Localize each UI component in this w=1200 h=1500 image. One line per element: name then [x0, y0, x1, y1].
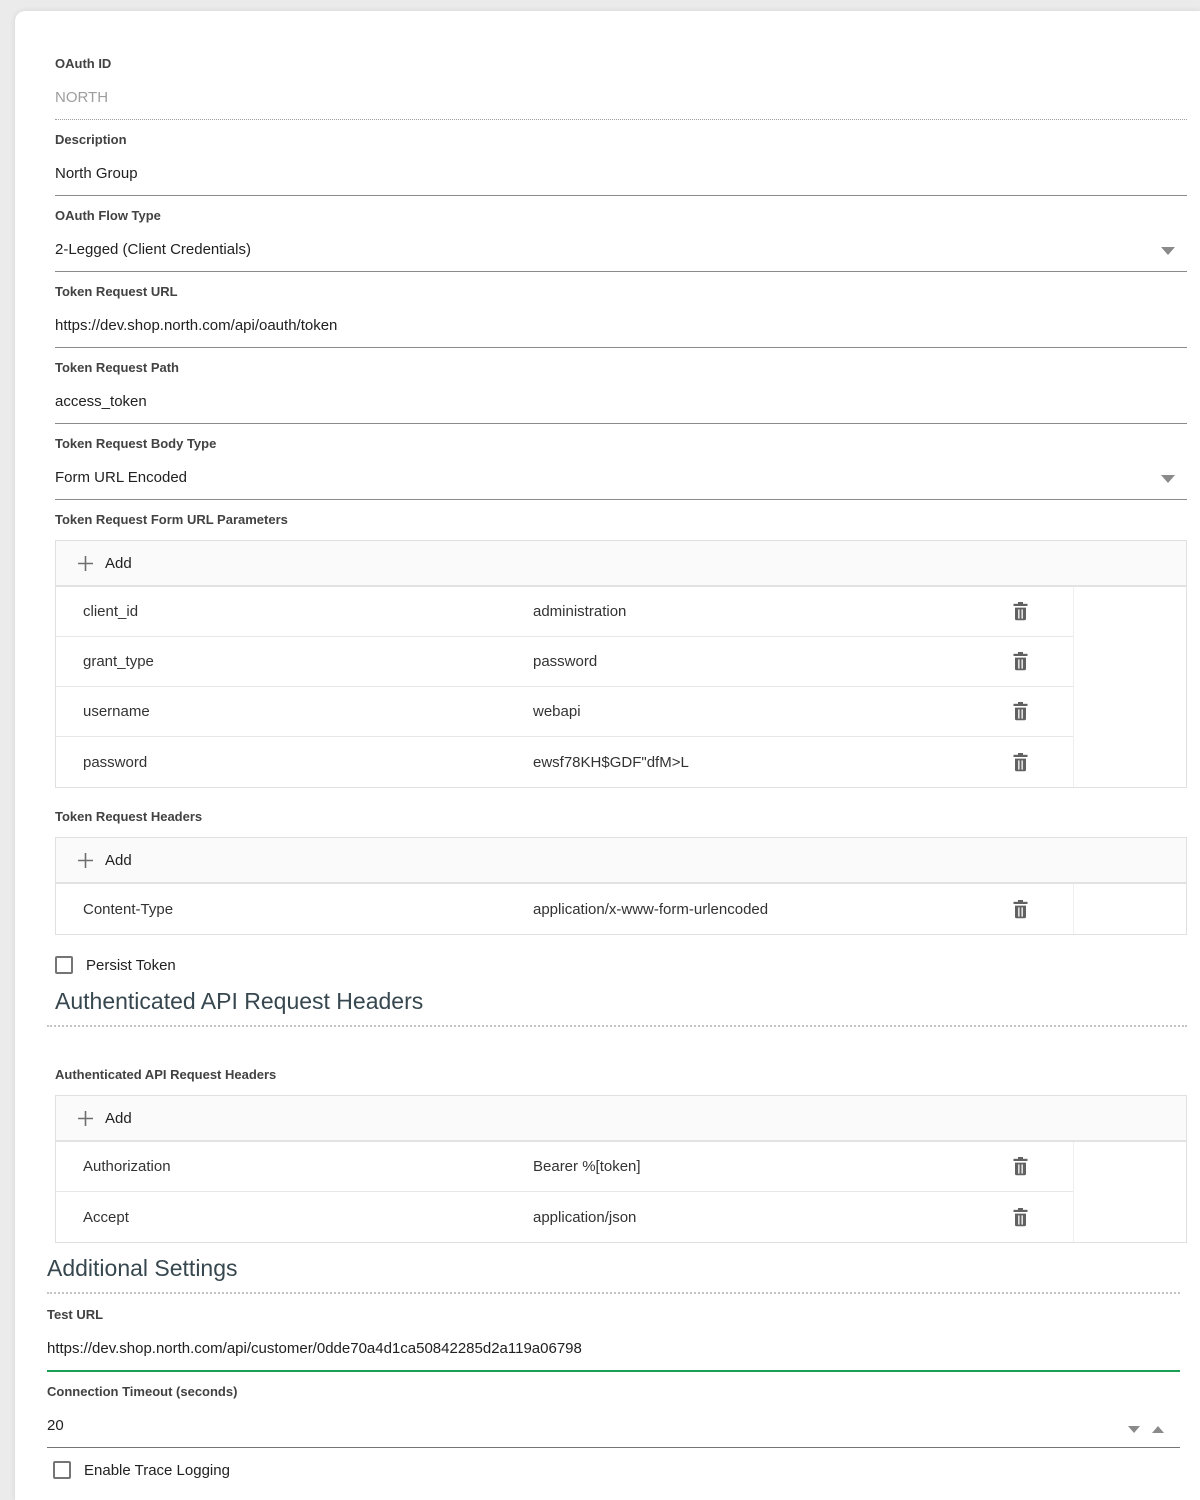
param-value-cell[interactable]: administration — [533, 603, 627, 620]
field-token-request-path — [55, 360, 1187, 424]
delete-row-button[interactable] — [1008, 599, 1033, 624]
param-key-cell[interactable]: client_id — [83, 603, 139, 620]
param-value-cell[interactable]: password — [533, 653, 598, 670]
oauth-settings-card — [15, 11, 1200, 1500]
param-key-cell[interactable]: grant_type — [83, 653, 154, 670]
add-button-label: Add — [105, 851, 132, 869]
field-description — [55, 132, 1187, 196]
header-key-cell[interactable]: Authorization — [83, 1158, 171, 1175]
delete-row-button[interactable] — [1008, 1205, 1033, 1230]
table-row — [56, 687, 1073, 737]
auth-api-headers-heading: Authenticated API Request Headers — [55, 988, 424, 1014]
plus-icon — [77, 555, 94, 572]
plus-icon — [77, 852, 94, 869]
token-request-headers-label: Token Request Headers — [55, 809, 203, 824]
field-oauth-flow-type — [55, 208, 1187, 272]
delete-row-button[interactable] — [1008, 897, 1033, 922]
table-row — [56, 637, 1073, 687]
param-value-cell[interactable]: webapi — [533, 703, 581, 720]
oauth-flow-type-label: OAuth Flow Type — [55, 208, 161, 223]
trash-icon — [1013, 1157, 1028, 1176]
trash-icon — [1013, 900, 1028, 919]
field-connection-timeout — [47, 1384, 1180, 1448]
table-row — [56, 587, 1073, 637]
trash-icon — [1013, 1208, 1028, 1227]
delete-row-button[interactable] — [1008, 750, 1033, 775]
additional-settings-heading: Additional Settings — [47, 1255, 238, 1281]
connection-timeout-value: 20 — [47, 1417, 64, 1434]
oauth-id-label: OAuth ID — [55, 56, 112, 71]
trash-icon — [1013, 652, 1028, 671]
token-request-headers-addbar — [56, 838, 1186, 884]
header-value-cell[interactable]: application/x-www-form-urlencoded — [533, 900, 769, 918]
delete-row-button[interactable] — [1008, 649, 1033, 674]
field-test-url — [47, 1307, 1180, 1372]
add-form-url-param-button[interactable] — [71, 551, 138, 576]
plus-icon — [77, 1110, 94, 1127]
connection-timeout-label: Connection Timeout (seconds) — [47, 1384, 238, 1399]
delete-row-button[interactable] — [1008, 1154, 1033, 1179]
token-request-url-label: Token Request URL — [55, 284, 178, 299]
form-url-params-table — [55, 540, 1187, 788]
auth-api-headers-label: Authenticated API Request Headers — [55, 1067, 277, 1082]
chevron-down-icon[interactable] — [1161, 247, 1175, 255]
field-oauth-id — [55, 56, 1187, 120]
auth-api-headers-addbar — [56, 1096, 1186, 1142]
token-request-path-input[interactable]: access_token — [55, 393, 1187, 424]
header-key-cell[interactable]: Content-Type — [83, 900, 174, 918]
trash-icon — [1013, 602, 1028, 621]
add-auth-api-header-button[interactable] — [71, 1106, 138, 1131]
enable-trace-logging-label: Enable Trace Logging — [84, 1461, 230, 1479]
add-token-request-header-button[interactable] — [71, 848, 138, 873]
chevron-down-icon[interactable] — [1161, 475, 1175, 483]
header-key-cell[interactable]: Accept — [83, 1208, 129, 1226]
persist-token-checkbox[interactable] — [55, 956, 73, 974]
spinner-up-icon[interactable] — [1152, 1426, 1164, 1433]
enable-trace-logging-row — [53, 1461, 1180, 1479]
table-row — [56, 1192, 1073, 1242]
persist-token-label: Persist Token — [86, 956, 176, 974]
test-url-label: Test URL — [47, 1307, 104, 1322]
spinner-down-icon[interactable] — [1128, 1426, 1140, 1433]
description-input[interactable]: North Group — [55, 165, 1187, 196]
oauth-flow-type-value: 2-Legged (Client Credentials) — [55, 241, 251, 258]
field-token-request-body-type — [55, 436, 1187, 500]
trash-icon — [1013, 753, 1028, 772]
form-url-params-label: Token Request Form URL Parameters — [55, 512, 288, 527]
token-request-body-type-label: Token Request Body Type — [55, 436, 217, 451]
enable-trace-logging-checkbox[interactable] — [53, 1461, 71, 1479]
form-url-params-body — [56, 587, 1074, 787]
token-request-body-type-select[interactable] — [55, 469, 1187, 500]
table-row — [56, 737, 1073, 787]
test-url-input[interactable]: https://dev.shop.north.com/api/customer/0dde70a4d1ca50842285d2a119a06798 — [47, 1340, 1180, 1372]
auth-api-headers-body — [56, 1142, 1074, 1242]
trash-icon — [1013, 702, 1028, 721]
param-key-cell[interactable]: username — [83, 703, 150, 720]
form-url-params-addbar — [56, 541, 1186, 587]
header-value-cell[interactable]: application/json — [533, 1208, 637, 1226]
param-key-cell[interactable]: password — [83, 753, 148, 771]
number-spinner — [1128, 1426, 1164, 1433]
connection-timeout-input[interactable] — [47, 1417, 1180, 1448]
token-request-headers-table — [55, 837, 1187, 935]
table-row — [56, 1142, 1073, 1192]
field-token-request-url — [55, 284, 1187, 348]
token-request-body-type-value: Form URL Encoded — [55, 469, 187, 486]
add-button-label: Add — [105, 1109, 132, 1127]
description-label: Description — [55, 132, 127, 147]
delete-row-button[interactable] — [1008, 699, 1033, 724]
token-request-url-input[interactable]: https://dev.shop.north.com/api/oauth/token — [55, 317, 1187, 348]
persist-token-row — [55, 956, 1187, 974]
token-request-headers-body — [56, 884, 1074, 934]
token-request-path-label: Token Request Path — [55, 360, 180, 375]
header-value-cell[interactable]: Bearer %[token] — [533, 1158, 641, 1175]
oauth-flow-type-select[interactable] — [55, 241, 1187, 272]
auth-api-headers-table — [55, 1095, 1187, 1243]
table-row — [56, 884, 1073, 934]
oauth-id-input: NORTH — [55, 89, 1187, 120]
param-value-cell[interactable]: ewsf78KH$GDF"dfM>L — [533, 753, 689, 771]
add-button-label: Add — [105, 554, 132, 572]
